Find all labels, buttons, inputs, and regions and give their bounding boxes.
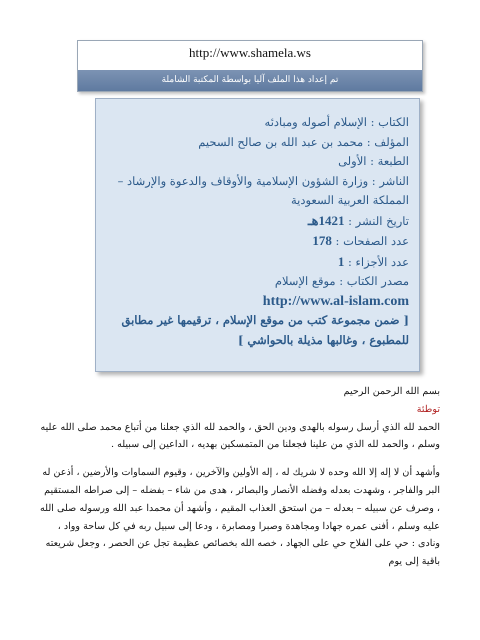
page-count [103, 231, 409, 252]
book-edition: الطبعة : الأولى [338, 154, 409, 168]
parts-count-value: 1 [337, 253, 345, 269]
shamela-note-bar: تم إعداد هذا الملف آليا بواسطة المكتبة الشاملة [78, 70, 422, 91]
parts-count-label: عدد الأجزاء : [347, 254, 409, 269]
section-heading: توطئة [416, 403, 440, 415]
book-info-content [103, 113, 409, 350]
shamela-header-box [77, 40, 423, 92]
publish-date-label: تاريخ النشر : [348, 213, 409, 228]
parts-count [103, 252, 409, 273]
publish-date [103, 211, 409, 232]
paragraph-2: وأشهد أن لا إله إلا الله وحده لا شريك له ، إله الأولين والآخرين ، وقيوم السماوات والأرضين ، أذعن له البر والفاجر ، وشهدت بعدله وفضله الأنصار والبصائر ، هدى من شاء – بفضله – إلى صراطه المستقيم ، وصرف عن سبيله – بعدله – من استحق العذاب المقيم ، وأشهد أن محمدا عبد الله ورسوله صلى الله عليه وسلم ، أفنى عمره جهادا ومجاهدة وصبرا ومصابرة ، ودعا إلى سبيل ربه في كل ساحة وواد ، ونادى : حي على الفلاح حي على الجهاد ، خصه الله بخصائص عظيمة تجل عن الحصر ، وجعل شريعته باقية إلى يوم [40, 467, 440, 568]
book-info-box [95, 98, 420, 372]
shamela-url[interactable]: http://www.shamela.ws [189, 45, 311, 60]
paragraph-1: الحمد لله الذي أرسل رسوله بالهدى ودين الحق ، والحمد لله الذي جعلنا من أتباع محمد صلى الله عليه وسلم ، والحمد لله الذي من علينا فجعلنا من المتمسكين بهديه ، الداعين إلى سبيله . [40, 421, 440, 451]
book-body-text [40, 383, 440, 571]
basmala: بسم الله الرحمن الرحيم [343, 386, 440, 397]
book-author: المؤلف : محمد بن عبد الله بن صالح السحيم [198, 134, 409, 149]
page-count-value: 178 [312, 233, 332, 248]
book-publisher: الناشر : وزارة الشؤون الإسلامية والأوقاف والدعوة والإرشاد – المملكة العربية السعودية [117, 173, 409, 207]
publish-date-value: 1421هـ [307, 212, 345, 228]
book-source: مصدر الكتاب : موقع الإسلام [274, 274, 409, 288]
collection-note: [ ضمن مجموعة كتب من موقع الإسلام ، ترقيمها غير مطابق للمطبوع ، وغالبها مذيلة بالحواشي ] [121, 313, 409, 347]
page-count-label: عدد الصفحات : [335, 234, 409, 248]
source-url-link[interactable]: http://www.al-islam.com [262, 293, 409, 309]
book-title: الكتاب : الإسلام أصوله ومبادئه [264, 115, 409, 129]
paragraph-spacer [40, 454, 440, 464]
